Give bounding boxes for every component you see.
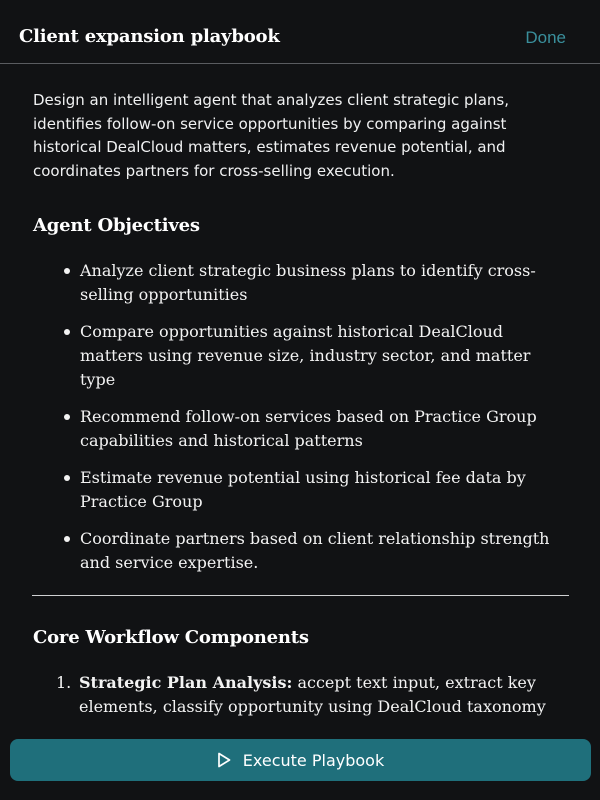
objective-item: Estimate revenue potential using historical fee data by Practice Group bbox=[60, 466, 560, 514]
objectives-heading: Agent Objectives bbox=[33, 215, 200, 236]
header-bar bbox=[0, 0, 600, 64]
workflow-list bbox=[56, 671, 576, 719]
objectives-list bbox=[60, 259, 560, 588]
workflow-item-number: 1. bbox=[56, 673, 72, 692]
workflow-item bbox=[56, 671, 576, 719]
workflow-item-text: accept text input, extract key elements, classify opportunity using DealCloud taxonomy bbox=[79, 673, 546, 716]
objective-item: Recommend follow-on services based on Practice Group capabilities and historical patterns bbox=[60, 405, 560, 453]
workflow-heading: Core Workflow Components bbox=[33, 627, 309, 648]
workflow-item-title: Strategic Plan Analysis: bbox=[79, 673, 293, 692]
intro-paragraph: Design an intelligent agent that analyzes client strategic plans, identifies follow-on service opportunities by comparing against historical DealCloud matters, estimates revenue potential, and coordinates partners for cross-selling execution. bbox=[33, 91, 509, 180]
objective-item: Analyze client strategic business plans to identify cross-selling opportunities bbox=[60, 259, 560, 307]
execute-playbook-button[interactable] bbox=[10, 739, 591, 781]
section-divider bbox=[32, 595, 569, 596]
objective-item: Coordinate partners based on client relationship strength and service expertise. bbox=[60, 527, 560, 575]
objective-item: Compare opportunities against historical DealCloud matters using revenue size, industry sector, and matter type bbox=[60, 320, 560, 392]
done-button[interactable]: Done bbox=[525, 28, 566, 47]
execute-playbook-label: Execute Playbook bbox=[242, 750, 385, 770]
play-icon bbox=[217, 752, 231, 768]
page-title: Client expansion playbook bbox=[19, 26, 280, 47]
